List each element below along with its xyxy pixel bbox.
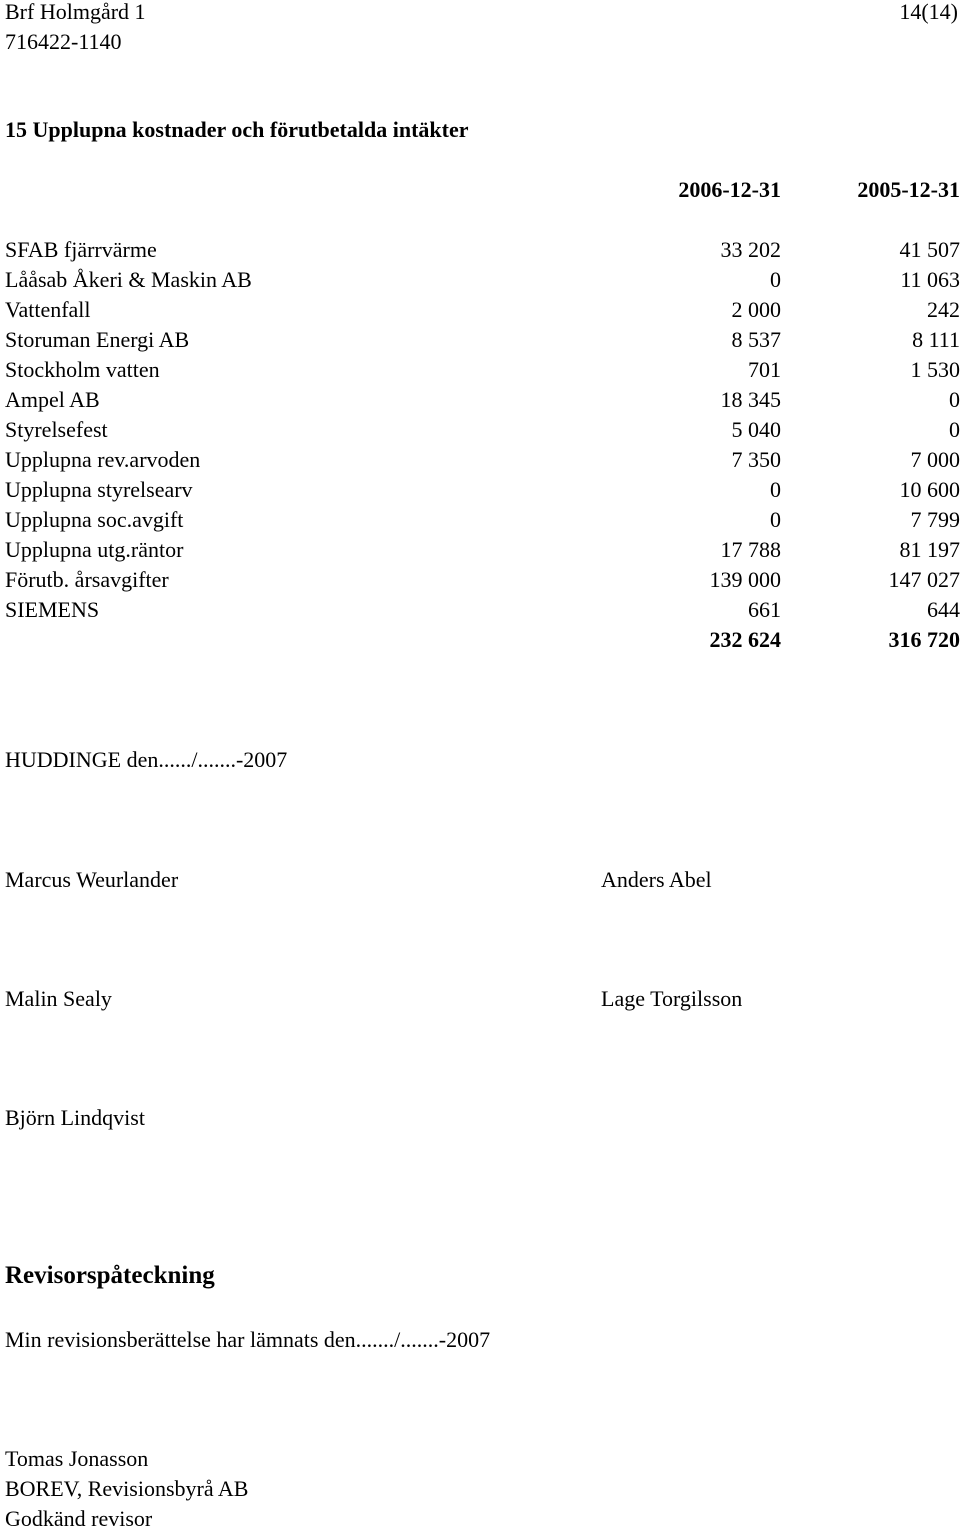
- table-row: [5, 535, 960, 565]
- page-number: 14(14): [899, 0, 958, 24]
- row-value-2006: 33 202: [720, 237, 781, 262]
- row-label: Lååsab Åkeri & Maskin AB: [5, 267, 252, 292]
- table-row: [5, 235, 960, 265]
- row-value-2006: 8 537: [731, 327, 781, 352]
- row-label: Ampel AB: [5, 387, 100, 412]
- org-name: Brf Holmgård 1: [5, 0, 146, 24]
- page-header: [5, 0, 146, 57]
- signer-name: Anders Abel: [601, 867, 712, 892]
- auditor-name: Tomas Jonasson: [5, 1446, 149, 1471]
- row-value-2005: 242: [927, 297, 960, 322]
- table-row: [5, 295, 960, 325]
- row-value-2006: 701: [748, 357, 781, 382]
- row-value-2006: 18 345: [720, 387, 781, 412]
- table-row: [5, 355, 960, 385]
- table-row: [5, 475, 960, 505]
- row-value-2006: 661: [748, 597, 781, 622]
- row-value-2005: 81 197: [899, 537, 960, 562]
- row-label: Styrelsefest: [5, 417, 108, 442]
- row-value-2006: 0: [770, 477, 781, 502]
- auditor-designation: Godkänd revisor: [5, 1506, 153, 1531]
- row-label: Upplupna utg.räntor: [5, 537, 184, 562]
- row-label: SFAB fjärrvärme: [5, 237, 157, 262]
- row-value-2005: 644: [927, 597, 960, 622]
- row-value-2005: 8 111: [912, 327, 960, 352]
- accrued-expenses-table: [5, 235, 960, 655]
- row-value-2005: 11 063: [900, 267, 960, 292]
- table-row: [5, 565, 960, 595]
- row-label: Upplupna soc.avgift: [5, 507, 184, 532]
- row-value-2005: 41 507: [899, 237, 960, 262]
- column-header-2006: 2006-12-31: [678, 177, 781, 202]
- auditor-signature-block: [5, 1444, 248, 1534]
- row-value-2006: 2 000: [731, 297, 781, 322]
- signer-name: Lage Torgilsson: [601, 986, 743, 1011]
- column-header-2005: 2005-12-31: [857, 177, 960, 202]
- table-row: [5, 595, 960, 625]
- signer-name: Björn Lindqvist: [5, 1105, 145, 1130]
- row-label: Vattenfall: [5, 297, 91, 322]
- total-value-2006: 232 624: [709, 627, 781, 652]
- row-value-2006: 17 788: [720, 537, 781, 562]
- row-value-2005: 0: [949, 387, 960, 412]
- total-label-empty: [5, 625, 605, 655]
- table-row: [5, 385, 960, 415]
- row-value-2006: 0: [770, 267, 781, 292]
- auditor-firm: BOREV, Revisionsbyrå AB: [5, 1476, 249, 1501]
- row-value-2005: 7 799: [910, 507, 960, 532]
- note-title: 15 Upplupna kostnader och förutbetalda intäkter: [5, 117, 469, 142]
- table-row: [5, 445, 960, 475]
- table-row: [5, 265, 960, 295]
- total-value-2005: 316 720: [888, 627, 960, 652]
- signer-name: Malin Sealy: [5, 986, 112, 1011]
- row-label: SIEMENS: [5, 597, 100, 622]
- auditor-statement: Min revisionsberättelse har lämnats den......./.......-2007: [5, 1327, 491, 1352]
- table-body: [5, 235, 960, 655]
- row-value-2005: 147 027: [888, 567, 960, 592]
- row-value-2005: 1 530: [910, 357, 960, 382]
- table-row: [5, 505, 960, 535]
- row-value-2006: 0: [770, 507, 781, 532]
- org-number: 716422-1140: [5, 29, 122, 54]
- row-value-2005: 0: [949, 417, 960, 442]
- row-label: Upplupna rev.arvoden: [5, 447, 201, 472]
- row-label: Förutb. årsavgifter: [5, 567, 169, 592]
- row-value-2006: 5 040: [731, 417, 781, 442]
- table-row: [5, 415, 960, 445]
- total-row: [5, 625, 960, 655]
- row-label: Storuman Energi AB: [5, 327, 190, 352]
- table-row: [5, 325, 960, 355]
- row-value-2006: 139 000: [709, 567, 781, 592]
- auditor-section-title: Revisorspåteckning: [5, 1262, 215, 1289]
- row-label: Upplupna styrelsearv: [5, 477, 193, 502]
- row-value-2006: 7 350: [731, 447, 781, 472]
- signer-name: Marcus Weurlander: [5, 867, 179, 892]
- row-value-2005: 7 000: [910, 447, 960, 472]
- place-date-line: HUDDINGE den....../.......-2007: [5, 747, 288, 772]
- row-value-2005: 10 600: [899, 477, 960, 502]
- row-label: Stockholm vatten: [5, 357, 160, 382]
